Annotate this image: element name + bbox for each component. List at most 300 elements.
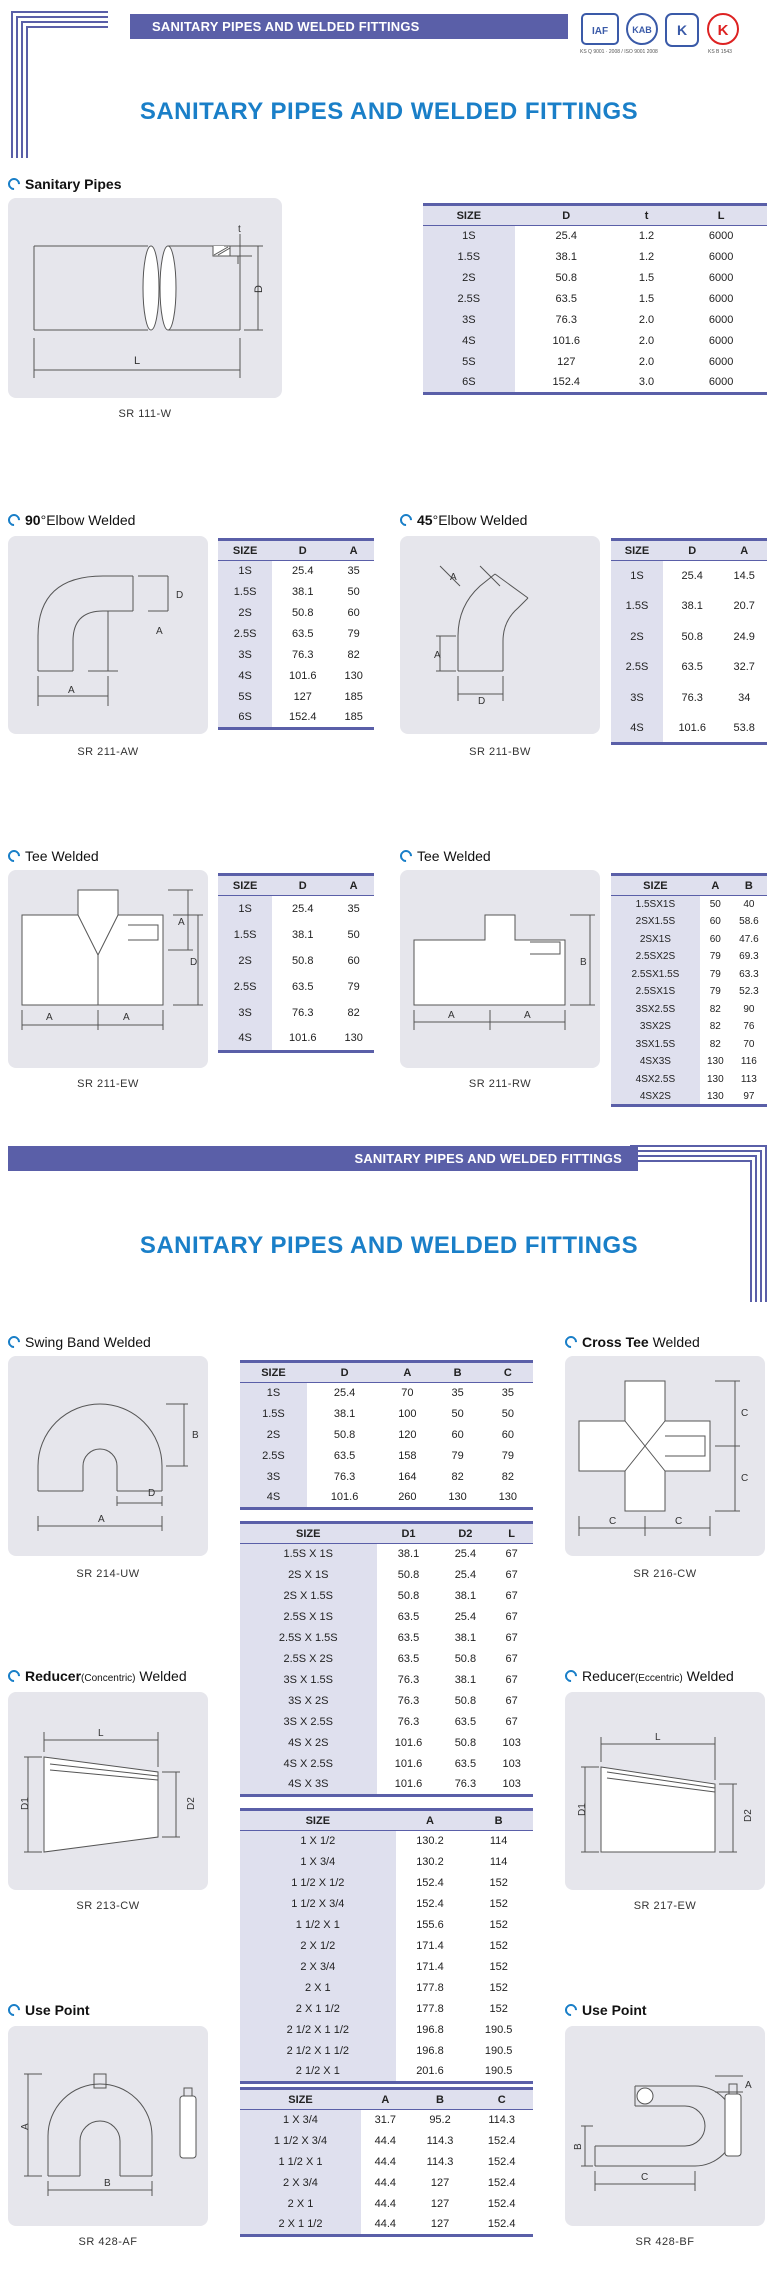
size-cell: 2.5SX1S xyxy=(611,983,700,1001)
caption-tee: SR 211-EW xyxy=(77,1078,139,1090)
size-cell: 1.5S xyxy=(218,582,272,603)
size-cell: 3S X 2S xyxy=(240,1691,377,1712)
value-cell: 196.8 xyxy=(416,2045,444,2057)
table-row xyxy=(611,983,767,1001)
section-heading-elbow90: 90°Elbow Welded xyxy=(8,512,135,528)
value-cell: 101.6 xyxy=(394,1758,423,1770)
value-cell: 76.3 xyxy=(555,314,577,326)
value-cell: 76.3 xyxy=(441,1775,491,1796)
table-usepoint-1 xyxy=(240,1808,533,2084)
size-cell: 1.5S xyxy=(423,247,515,268)
svg-text:D: D xyxy=(190,957,198,968)
value-cell: 152 xyxy=(489,1982,508,1994)
value-cell: 38.1 xyxy=(454,1632,477,1644)
value-cell: 25.4 xyxy=(454,1548,477,1561)
section-heading-pipes: Sanitary Pipes xyxy=(8,176,122,192)
table-row xyxy=(240,2062,533,2083)
svg-text:L: L xyxy=(98,1728,104,1739)
value-cell: 79 xyxy=(709,951,721,963)
value-cell: 158 xyxy=(398,1450,417,1462)
table-elbow45 xyxy=(611,538,767,745)
size-cell: 3S xyxy=(218,645,272,666)
value-cell: 38.1 xyxy=(681,600,703,613)
value-cell: 25.4 xyxy=(555,230,577,243)
value-cell: 67 xyxy=(505,1674,518,1686)
size-cell: 3S xyxy=(611,683,663,714)
value-cell: 70 xyxy=(743,1038,755,1050)
col-l: L xyxy=(675,205,767,226)
value-cell: 6000 xyxy=(708,272,734,284)
svg-text:D2: D2 xyxy=(186,1797,197,1810)
col-l: L xyxy=(490,1523,533,1544)
value-cell: 152.4 xyxy=(487,2177,516,2189)
value-cell: 63.5 xyxy=(292,628,314,640)
svg-text:A: A xyxy=(46,1012,53,1023)
col-size: SIZE xyxy=(240,1523,377,1544)
table-row xyxy=(240,1628,533,1649)
value-cell: 60 xyxy=(451,1429,464,1441)
svg-text:A: A xyxy=(20,2123,31,2130)
value-cell: 103 xyxy=(502,1737,521,1749)
svg-text:K: K xyxy=(676,22,688,38)
value-cell: 196.8 xyxy=(416,2024,444,2036)
value-cell: 67 xyxy=(505,1632,518,1644)
refresh-icon xyxy=(398,512,415,529)
size-cell: 4SX2S xyxy=(611,1088,700,1106)
size-cell: 2.5S xyxy=(423,289,515,310)
table-row xyxy=(218,666,374,687)
size-cell: 2.5S xyxy=(611,652,663,683)
value-cell: 90 xyxy=(743,1003,755,1015)
value-cell: 44.4 xyxy=(374,2177,397,2189)
size-cell: 1S xyxy=(423,226,515,247)
svg-text:A: A xyxy=(68,685,75,696)
value-cell: 152 xyxy=(489,1940,508,1952)
section-heading-elbow45: 45°Elbow Welded xyxy=(400,512,527,528)
size-cell: 4SX2.5S xyxy=(611,1071,700,1089)
value-cell: 53.8 xyxy=(721,713,767,744)
value-cell: 113 xyxy=(740,1073,757,1085)
value-cell: 185 xyxy=(344,691,363,703)
table-rtee xyxy=(611,873,767,1107)
value-cell: 60 xyxy=(709,916,721,928)
table-row xyxy=(240,1383,533,1404)
table-row xyxy=(240,2110,533,2131)
size-cell: 2S xyxy=(423,268,515,289)
size-cell: 5S xyxy=(423,352,515,373)
value-cell: 31.7 xyxy=(374,2114,397,2127)
size-cell: 1 1/2 X 1/2 xyxy=(240,1873,396,1894)
size-cell: 2S X 1S xyxy=(240,1565,377,1586)
col-d: D xyxy=(515,205,618,226)
col-a: A xyxy=(721,540,767,561)
table-row xyxy=(611,913,767,931)
refresh-icon xyxy=(398,848,415,865)
value-cell: 127 xyxy=(430,2177,450,2189)
size-cell: 2.5S xyxy=(240,1446,307,1467)
value-cell: 20.7 xyxy=(733,600,755,613)
page-title-2: SANITARY PIPES AND WELDED FITTINGS xyxy=(139,1232,639,1259)
size-cell: 2.5S xyxy=(218,624,272,645)
table-row xyxy=(240,1894,533,1915)
table-tee xyxy=(218,873,374,1053)
table-row xyxy=(240,1831,533,1852)
value-cell: 82 xyxy=(709,1038,721,1050)
value-cell: 152.4 xyxy=(487,2198,516,2210)
size-cell: 4SX3S xyxy=(611,1053,700,1071)
size-cell: 2 X 1 xyxy=(240,1978,396,1999)
size-cell: 2S xyxy=(611,622,663,653)
table-row xyxy=(240,1467,533,1488)
value-cell: 152.4 xyxy=(487,2156,516,2168)
size-cell: 1.5S X 1S xyxy=(240,1544,377,1565)
svg-text:A: A xyxy=(156,626,163,637)
value-cell: 6000 xyxy=(675,373,767,394)
value-cell: 24.9 xyxy=(733,630,755,643)
value-cell: 69.3 xyxy=(739,951,759,963)
refresh-icon xyxy=(6,1668,23,1685)
value-cell: 63.5 xyxy=(555,293,577,305)
table-row xyxy=(611,683,767,714)
size-cell: 3S xyxy=(218,1000,272,1026)
size-cell: 2.5S X 1.5S xyxy=(240,1628,377,1649)
diagram-rtee xyxy=(400,870,600,1068)
col-d: D xyxy=(663,540,722,561)
svg-text:D: D xyxy=(176,590,184,601)
section-heading-tee: Tee Welded xyxy=(8,848,99,864)
value-cell: 101.6 xyxy=(288,670,317,682)
size-cell: 3S xyxy=(423,310,515,331)
size-cell: 1.5S xyxy=(240,1404,307,1425)
value-cell: 101.6 xyxy=(377,1775,441,1796)
svg-text:D: D xyxy=(148,1488,156,1499)
col-a: A xyxy=(396,1810,465,1831)
svg-text:A: A xyxy=(98,1514,105,1525)
table-row xyxy=(218,922,374,948)
header-banner-2: SANITARY PIPES AND WELDED FITTINGS xyxy=(8,1146,638,1171)
table-row xyxy=(240,1670,533,1691)
size-cell: 4S X 2S xyxy=(240,1733,377,1754)
value-cell: 3.0 xyxy=(618,373,675,394)
value-cell: 38.1 xyxy=(333,1408,356,1420)
table-row xyxy=(240,1936,533,1957)
value-cell: 82 xyxy=(709,1003,721,1015)
value-cell: 152.4 xyxy=(416,1898,444,1910)
refresh-icon xyxy=(563,1668,580,1685)
value-cell: 6000 xyxy=(708,251,734,263)
value-cell: 127 xyxy=(293,691,312,703)
dim-L: L xyxy=(134,355,141,367)
value-cell: 38.1 xyxy=(454,1674,477,1686)
value-cell: 6000 xyxy=(708,335,734,347)
table-row xyxy=(240,1586,533,1607)
value-cell: 67 xyxy=(505,1548,518,1561)
size-cell: 3SX2.5S xyxy=(611,1001,700,1019)
size-cell: 5S xyxy=(218,687,272,708)
value-cell: 177.8 xyxy=(416,1982,444,1994)
table-row xyxy=(240,2215,533,2236)
value-cell: 1.2 xyxy=(638,230,655,243)
size-cell: 2S X 1.5S xyxy=(240,1586,377,1607)
section-heading-reducer-c: Reducer(Concentric) Welded xyxy=(8,1668,187,1684)
value-cell: 67 xyxy=(505,1653,518,1665)
value-cell: 67 xyxy=(505,1590,518,1602)
table-swing xyxy=(240,1360,533,1510)
table-row xyxy=(611,561,767,592)
cert-text: KS Q 9001 · 2008 / ISO 9001 2008 xyxy=(580,49,658,55)
corner-decoration-bottom xyxy=(630,1142,770,1302)
refresh-icon xyxy=(6,1334,23,1351)
value-cell: 260 xyxy=(382,1488,432,1509)
value-cell: 35 xyxy=(451,1387,464,1400)
value-cell: 50 xyxy=(501,1408,514,1420)
value-cell: 76.3 xyxy=(292,649,314,661)
value-cell: 6000 xyxy=(708,356,734,368)
col-size: SIZE xyxy=(423,205,515,226)
value-cell: 114 xyxy=(489,1835,508,1848)
table-row xyxy=(218,561,374,582)
value-cell: 58.6 xyxy=(739,916,759,928)
size-cell: 1S xyxy=(240,1383,307,1404)
size-cell: 2.5SX2S xyxy=(611,948,700,966)
value-cell: 101.6 xyxy=(394,1737,423,1749)
size-cell: 2SX1.5S xyxy=(611,913,700,931)
col-a: A xyxy=(382,1362,432,1383)
value-cell: 76.3 xyxy=(397,1716,420,1728)
size-cell: 4S xyxy=(218,666,272,687)
section-heading-usepoint-b: Use Point xyxy=(565,2002,647,2018)
diagram-usepoint-b xyxy=(565,2026,765,2226)
value-cell: 76.3 xyxy=(681,691,703,704)
svg-text:B: B xyxy=(192,1430,199,1441)
value-cell: 1.2 xyxy=(638,251,655,263)
value-cell: 76 xyxy=(743,1021,755,1033)
value-cell: 32.7 xyxy=(733,661,755,674)
value-cell: 190.5 xyxy=(464,2062,533,2083)
col-b: B xyxy=(464,1810,533,1831)
value-cell: 60 xyxy=(347,954,360,967)
size-cell: 2.5SX1.5S xyxy=(611,966,700,984)
size-cell: 1 X 1/2 xyxy=(240,1831,396,1852)
table-row xyxy=(423,352,767,373)
svg-text:D: D xyxy=(478,696,486,707)
value-cell: 101.6 xyxy=(307,1488,382,1509)
value-cell: 82 xyxy=(501,1471,514,1483)
size-cell: 1 1/2 X 1 xyxy=(240,2152,361,2173)
size-cell: 1 X 3/4 xyxy=(240,2110,361,2131)
value-cell: 63.5 xyxy=(681,661,703,674)
caption-reducer-c: SR 213-CW xyxy=(76,1900,140,1912)
table-row xyxy=(611,1088,767,1106)
table-row xyxy=(611,1053,767,1071)
table-pipes xyxy=(423,203,767,395)
value-cell: 130 xyxy=(483,1488,533,1509)
col-d: D xyxy=(307,1362,382,1383)
value-cell: 6000 xyxy=(708,293,734,305)
value-cell: 60 xyxy=(501,1429,514,1441)
size-cell: 2S xyxy=(240,1425,307,1446)
value-cell: 63.5 xyxy=(292,980,314,993)
caption-usepoint-a: SR 428-AF xyxy=(78,2236,138,2248)
table-reducer xyxy=(240,1521,533,1797)
diagram-elbow45 xyxy=(400,536,600,734)
value-cell: 52.3 xyxy=(739,986,759,998)
value-cell: 152 xyxy=(489,1898,508,1910)
value-cell: 185 xyxy=(333,708,374,729)
size-cell: 1 X 3/4 xyxy=(240,1852,396,1873)
value-cell: 50.8 xyxy=(555,272,577,284)
value-cell: 152 xyxy=(489,2003,508,2015)
value-cell: 116 xyxy=(740,1056,757,1068)
value-cell: 152.4 xyxy=(272,708,333,729)
section-heading-cross: Cross Tee Welded xyxy=(565,1334,700,1350)
col-b: B xyxy=(410,2089,471,2110)
value-cell: 40 xyxy=(743,899,755,910)
table-row xyxy=(240,1978,533,1999)
svg-text:A: A xyxy=(524,1010,531,1021)
size-cell: 2 X 1 xyxy=(240,2194,361,2215)
table-row xyxy=(240,1733,533,1754)
size-cell: 2 X 3/4 xyxy=(240,2173,361,2194)
table-elbow90 xyxy=(218,538,374,730)
value-cell: 35 xyxy=(501,1387,514,1400)
table-row xyxy=(611,948,767,966)
col-d1: D1 xyxy=(377,1523,441,1544)
size-cell: 6S xyxy=(218,708,272,729)
table-row xyxy=(240,2020,533,2041)
value-cell: 38.1 xyxy=(292,928,314,941)
col-size: SIZE xyxy=(240,1362,307,1383)
corner-decoration-top xyxy=(8,8,32,158)
svg-text:K: K xyxy=(717,22,729,39)
caption-pipes: SR 111-W xyxy=(118,408,172,420)
value-cell: 63.5 xyxy=(454,1716,477,1728)
table-row xyxy=(218,1026,374,1052)
value-cell: 50.8 xyxy=(333,1429,356,1441)
table-row xyxy=(611,1071,767,1089)
caption-reducer-e: SR 217-EW xyxy=(633,1900,697,1912)
value-cell: 60 xyxy=(347,607,360,619)
table-row xyxy=(240,2152,533,2173)
value-cell: 25.4 xyxy=(454,1569,477,1581)
diagram-reducer-e xyxy=(565,1692,765,1890)
svg-text:D1: D1 xyxy=(20,1797,31,1810)
value-cell: 177.8 xyxy=(416,2003,444,2015)
value-cell: 101.6 xyxy=(272,1026,333,1052)
value-cell: 50 xyxy=(347,928,360,941)
table-row xyxy=(240,1488,533,1509)
table-row xyxy=(423,289,767,310)
table-row xyxy=(240,1712,533,1733)
diagram-elbow90 xyxy=(8,536,208,734)
value-cell: 50.8 xyxy=(681,630,703,643)
refresh-icon xyxy=(6,848,23,865)
table-row xyxy=(218,708,374,729)
value-cell: 152 xyxy=(489,1877,508,1889)
value-cell: 25.4 xyxy=(333,1387,356,1400)
value-cell: 127 xyxy=(557,356,576,368)
size-cell: 1.5S xyxy=(218,922,272,948)
value-cell: 130 xyxy=(706,1073,724,1085)
svg-text:C: C xyxy=(641,2172,649,2183)
value-cell: 35 xyxy=(347,902,360,915)
value-cell: 114.3 xyxy=(426,2156,454,2168)
certification-logos xyxy=(580,12,772,60)
value-cell: 152 xyxy=(489,1961,508,1973)
section-heading-reducer-e: Reducer(Eccentric) Welded xyxy=(565,1668,734,1684)
value-cell: 14.5 xyxy=(733,570,755,582)
col-d: D xyxy=(272,540,333,561)
value-cell: 130 xyxy=(706,1056,724,1068)
value-cell: 76.3 xyxy=(292,1006,314,1019)
value-cell: 97 xyxy=(731,1088,767,1106)
value-cell: 44.4 xyxy=(374,2156,397,2168)
table-row xyxy=(240,1425,533,1446)
size-cell: 2.5S X 2S xyxy=(240,1649,377,1670)
value-cell: 201.6 xyxy=(396,2062,465,2083)
svg-text:B: B xyxy=(104,2178,111,2189)
svg-text:A: A xyxy=(450,572,457,583)
dim-D: D xyxy=(253,285,265,293)
section-heading-rtee: Tee Welded xyxy=(400,848,491,864)
table-row xyxy=(240,1775,533,1796)
refresh-icon xyxy=(6,512,23,529)
value-cell: 130.2 xyxy=(416,1835,444,1848)
value-cell: 44.4 xyxy=(374,2198,397,2210)
diagram-tee xyxy=(8,870,208,1068)
value-cell: 67 xyxy=(505,1611,518,1623)
svg-text:A: A xyxy=(745,2080,752,2091)
size-cell: 1 1/2 X 3/4 xyxy=(240,1894,396,1915)
table-row xyxy=(611,713,767,744)
table-row xyxy=(240,2194,533,2215)
value-cell: 6000 xyxy=(708,314,734,326)
table-row xyxy=(240,2173,533,2194)
table-row xyxy=(240,1649,533,1670)
value-cell: 101.6 xyxy=(663,713,722,744)
table-row xyxy=(218,896,374,922)
col-size: SIZE xyxy=(218,875,272,896)
table-row xyxy=(240,1404,533,1425)
value-cell: 38.1 xyxy=(292,586,314,598)
value-cell: 95.2 xyxy=(429,2114,451,2127)
size-cell: 3S X 1.5S xyxy=(240,1670,377,1691)
value-cell: 114 xyxy=(489,1856,508,1868)
size-cell: 1 1/2 X 3/4 xyxy=(240,2131,361,2152)
value-cell: 25.4 xyxy=(454,1611,477,1623)
value-cell: 60 xyxy=(709,933,721,945)
value-cell: 63.5 xyxy=(397,1632,420,1644)
diagram-pipes xyxy=(8,198,282,398)
svg-text:C: C xyxy=(675,1516,683,1527)
caption-usepoint-b: SR 428-BF xyxy=(635,2236,695,2248)
size-cell: 2.5S X 1S xyxy=(240,1607,377,1628)
value-cell: 114.3 xyxy=(426,2135,454,2147)
value-cell: 50.8 xyxy=(292,954,314,967)
col-c: C xyxy=(483,1362,533,1383)
value-cell: 50.8 xyxy=(397,1590,420,1602)
value-cell: 127 xyxy=(430,2198,450,2210)
value-cell: 79 xyxy=(709,986,721,998)
value-cell: 25.4 xyxy=(681,570,703,582)
value-cell: 67 xyxy=(505,1569,518,1581)
diagram-reducer-c xyxy=(8,1692,208,1890)
size-cell: 1S xyxy=(611,561,663,592)
size-cell: 2SX1S xyxy=(611,931,700,949)
size-cell: 1.5SX1S xyxy=(611,896,700,914)
caption-rtee: SR 211-RW xyxy=(468,1078,532,1090)
table-row xyxy=(240,1999,533,2020)
